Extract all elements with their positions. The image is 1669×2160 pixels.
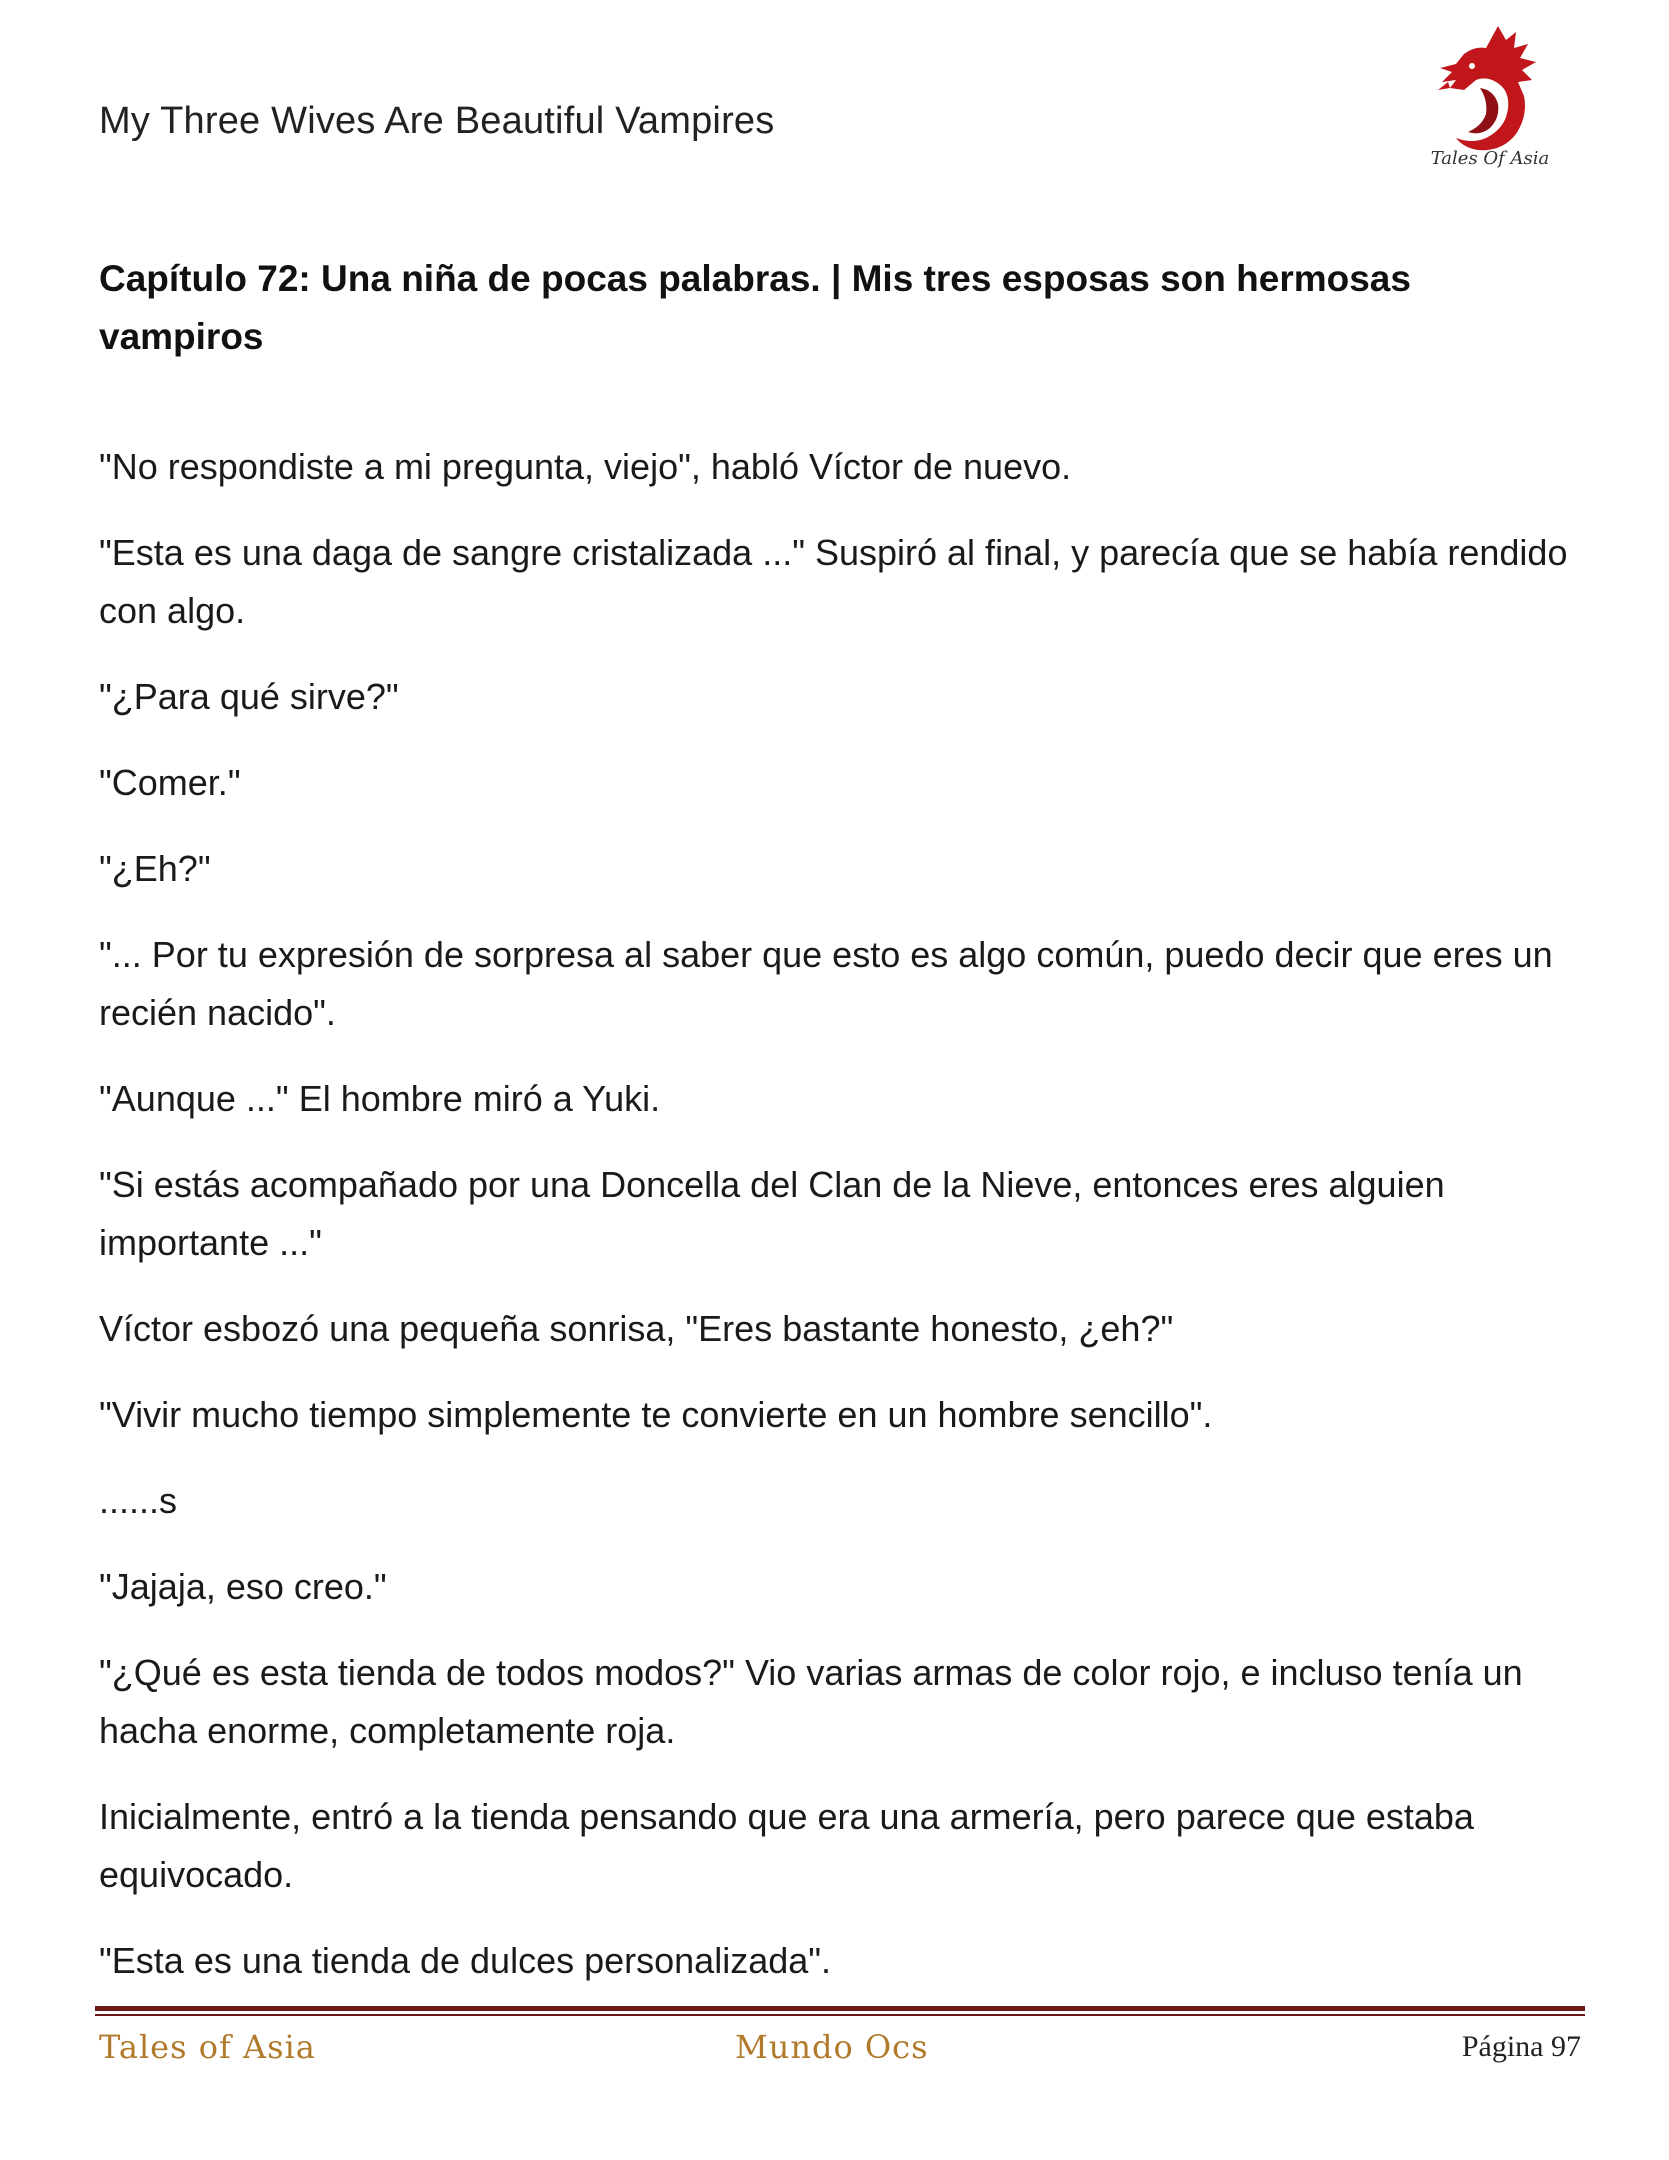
paragraph: "Aunque ..." El hombre miró a Yuki.	[99, 1078, 661, 1119]
chapter-body	[99, 438, 1579, 2018]
paragraph: Víctor esbozó una pequeña sonrisa, "Eres bastante honesto, ¿eh?"	[99, 1308, 1174, 1349]
paragraph: "No respondiste a mi pregunta, viejo", habló Víctor de nuevo.	[99, 446, 1072, 487]
page-number: Página 97	[1461, 2030, 1581, 2063]
logo-text: Tales Of Asia	[1430, 148, 1550, 169]
footer-left-text: Tales of Asia	[99, 2028, 316, 2066]
paragraph: "¿Eh?"	[99, 848, 211, 889]
paragraph: "... Por tu expresión de sorpresa al saber que esto es algo común, puedo decir que eres un recién nacido".	[99, 934, 1553, 1033]
paragraph: "¿Qué es esta tienda de todos modos?" Vio varias armas de color rojo, e incluso tenía un hacha enorme, completamente roja.	[99, 1652, 1523, 1751]
paragraph: "Si estás acompañado por una Doncella del Clan de la Nieve, entonces eres alguien importante ..."	[99, 1164, 1445, 1263]
paragraph: ......s	[99, 1480, 178, 1521]
footer-divider	[95, 2006, 1585, 2016]
paragraph: "Esta es una daga de sangre cristalizada ..." Suspiró al final, y parecía que se había rendido con algo.	[99, 532, 1568, 631]
footer-center-text: Mundo Ocs	[735, 2028, 929, 2066]
book-title: My Three Wives Are Beautiful Vampires	[99, 100, 775, 142]
paragraph: "Comer."	[99, 762, 241, 803]
paragraph: "Esta es una tienda de dulces personalizada".	[99, 1940, 832, 1981]
paragraph: Inicialmente, entró a la tienda pensando que era una armería, pero parece que estaba equivocado.	[99, 1796, 1474, 1895]
paragraph: "Jajaja, eso creo."	[99, 1566, 387, 1607]
chapter-title: Capítulo 72: Una niña de pocas palabras. | Mis tres esposas son hermosas vampiros	[99, 258, 1411, 357]
paragraph: "¿Para qué sirve?"	[99, 676, 399, 717]
paragraph: "Vivir mucho tiempo simplemente te convierte en un hombre sencillo".	[99, 1394, 1213, 1435]
